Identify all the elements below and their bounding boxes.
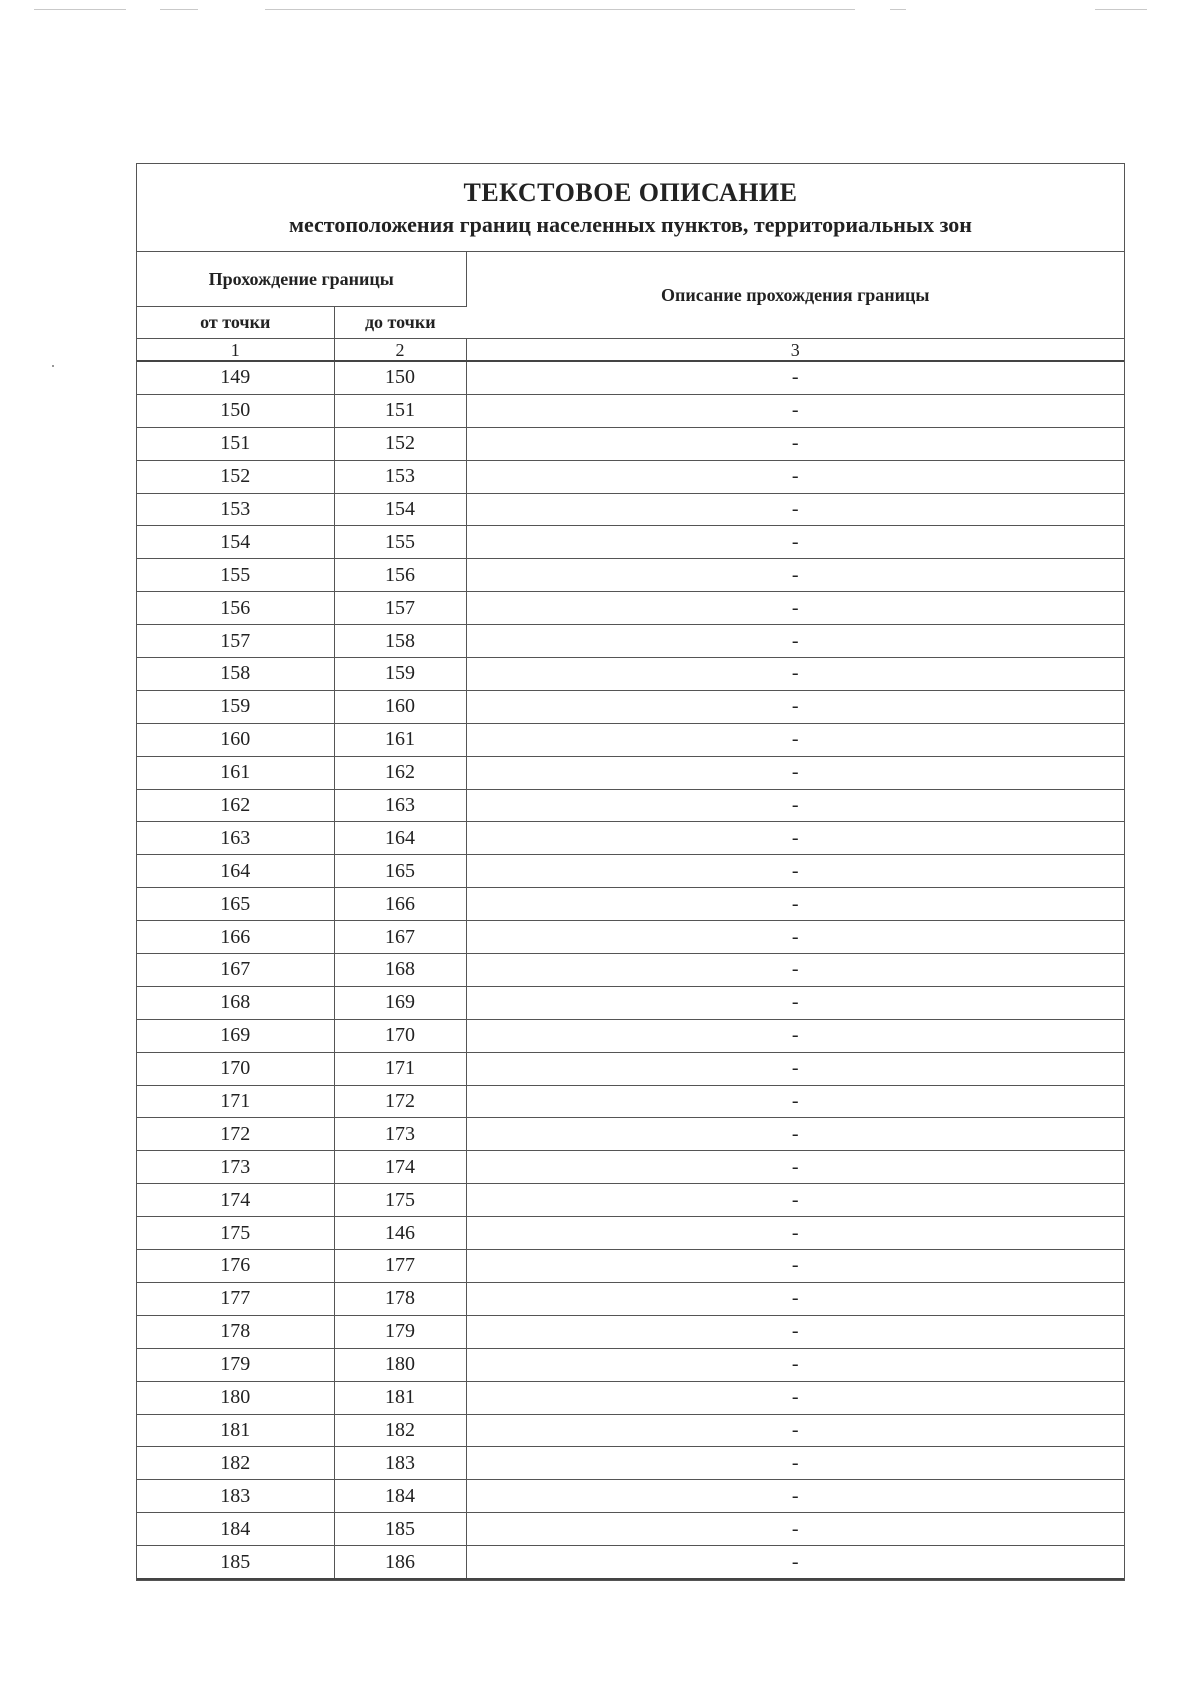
from-point-cell: 178 [137, 1315, 334, 1348]
table-row [137, 1546, 1124, 1579]
to-point-cell: 150 [334, 361, 466, 394]
to-point-cell: 153 [334, 460, 466, 493]
table-row [137, 822, 1124, 855]
to-point-cell: 175 [334, 1184, 466, 1217]
table-row [137, 756, 1124, 789]
boundary-description-form [136, 163, 1125, 1581]
table-row [137, 954, 1124, 987]
to-point-cell: 151 [334, 394, 466, 427]
boundary-passage-header: Прохождение границы [137, 252, 466, 307]
from-point-cell: 173 [137, 1151, 334, 1184]
from-point-cell: 156 [137, 592, 334, 625]
table-row [137, 690, 1124, 723]
to-point-cell: 161 [334, 723, 466, 756]
from-point-cell: 149 [137, 361, 334, 394]
title-block [137, 164, 1124, 252]
table-row [137, 1118, 1124, 1151]
table-row [137, 1151, 1124, 1184]
to-point-header: до точки [334, 307, 466, 339]
from-point-cell: 159 [137, 690, 334, 723]
description-cell: - [466, 1184, 1124, 1217]
description-cell: - [466, 559, 1124, 592]
to-point-cell: 182 [334, 1414, 466, 1447]
to-point-cell: 157 [334, 592, 466, 625]
to-point-cell: 155 [334, 526, 466, 559]
to-point-cell: 158 [334, 625, 466, 658]
description-cell: - [466, 723, 1124, 756]
description-cell: - [466, 690, 1124, 723]
description-cell: - [466, 526, 1124, 559]
from-point-cell: 163 [137, 822, 334, 855]
from-point-cell: 174 [137, 1184, 334, 1217]
description-cell: - [466, 986, 1124, 1019]
to-point-cell: 167 [334, 921, 466, 954]
description-cell: - [466, 1513, 1124, 1546]
from-point-cell: 176 [137, 1250, 334, 1283]
to-point-cell: 169 [334, 986, 466, 1019]
description-cell: - [466, 1282, 1124, 1315]
table-row [137, 493, 1124, 526]
to-point-cell: 146 [334, 1217, 466, 1250]
description-cell: - [466, 592, 1124, 625]
from-point-cell: 179 [137, 1348, 334, 1381]
description-cell: - [466, 1315, 1124, 1348]
from-point-cell: 169 [137, 1019, 334, 1052]
from-point-cell: 184 [137, 1513, 334, 1546]
table-row [137, 723, 1124, 756]
description-cell: - [466, 1381, 1124, 1414]
table-row [137, 592, 1124, 625]
description-cell: - [466, 1348, 1124, 1381]
from-point-cell: 171 [137, 1085, 334, 1118]
description-cell: - [466, 1414, 1124, 1447]
description-cell: - [466, 1085, 1124, 1118]
from-point-cell: 161 [137, 756, 334, 789]
from-point-cell: 150 [137, 394, 334, 427]
description-cell: - [466, 1546, 1124, 1579]
from-point-cell: 181 [137, 1414, 334, 1447]
from-point-cell: 185 [137, 1546, 334, 1579]
column-number-1: 1 [137, 339, 334, 362]
to-point-cell: 171 [334, 1052, 466, 1085]
document-subtitle: местоположения границ населенных пунктов, территориальных зон [289, 212, 972, 237]
to-point-cell: 156 [334, 559, 466, 592]
description-cell: - [466, 1019, 1124, 1052]
table-row [137, 789, 1124, 822]
scan-speck [52, 365, 54, 367]
from-point-cell: 152 [137, 460, 334, 493]
description-cell: - [466, 1447, 1124, 1480]
table-row [137, 986, 1124, 1019]
from-point-cell: 183 [137, 1480, 334, 1513]
boundary-table [137, 252, 1124, 1580]
table-row [137, 559, 1124, 592]
description-cell: - [466, 361, 1124, 394]
description-cell: - [466, 1118, 1124, 1151]
from-point-cell: 151 [137, 427, 334, 460]
to-point-cell: 181 [334, 1381, 466, 1414]
description-cell: - [466, 1052, 1124, 1085]
table-row [137, 460, 1124, 493]
from-point-cell: 153 [137, 493, 334, 526]
table-row [137, 394, 1124, 427]
from-point-header: от точки [137, 307, 334, 339]
table-row [137, 1250, 1124, 1283]
column-number-2: 2 [334, 339, 466, 362]
from-point-cell: 158 [137, 658, 334, 691]
to-point-cell: 165 [334, 855, 466, 888]
table-row [137, 1513, 1124, 1546]
to-point-cell: 179 [334, 1315, 466, 1348]
to-point-cell: 170 [334, 1019, 466, 1052]
description-cell: - [466, 1250, 1124, 1283]
description-cell: - [466, 855, 1124, 888]
from-point-cell: 172 [137, 1118, 334, 1151]
from-point-cell: 182 [137, 1447, 334, 1480]
to-point-cell: 152 [334, 427, 466, 460]
to-point-cell: 159 [334, 658, 466, 691]
to-point-cell: 162 [334, 756, 466, 789]
table-row [137, 427, 1124, 460]
from-point-cell: 177 [137, 1282, 334, 1315]
from-point-cell: 164 [137, 855, 334, 888]
from-point-cell: 175 [137, 1217, 334, 1250]
table-row [137, 1217, 1124, 1250]
table-row [137, 625, 1124, 658]
description-cell: - [466, 1217, 1124, 1250]
description-cell: - [466, 394, 1124, 427]
column-number-3: 3 [466, 339, 1124, 362]
document-title: ТЕКСТОВОЕ ОПИСАНИЕ [463, 178, 798, 207]
to-point-cell: 183 [334, 1447, 466, 1480]
description-cell: - [466, 460, 1124, 493]
table-row [137, 526, 1124, 559]
description-cell: - [466, 921, 1124, 954]
table-row [137, 1282, 1124, 1315]
description-cell: - [466, 888, 1124, 921]
scan-artifacts [0, 0, 1200, 14]
to-point-cell: 177 [334, 1250, 466, 1283]
from-point-cell: 155 [137, 559, 334, 592]
description-cell: - [466, 756, 1124, 789]
to-point-cell: 160 [334, 690, 466, 723]
to-point-cell: 178 [334, 1282, 466, 1315]
boundary-rows [137, 361, 1124, 1579]
table-row [137, 1315, 1124, 1348]
to-point-cell: 172 [334, 1085, 466, 1118]
from-point-cell: 165 [137, 888, 334, 921]
to-point-cell: 163 [334, 789, 466, 822]
table-row [137, 1019, 1124, 1052]
description-cell: - [466, 427, 1124, 460]
from-point-cell: 157 [137, 625, 334, 658]
description-cell: - [466, 1151, 1124, 1184]
table-row [137, 888, 1124, 921]
to-point-cell: 168 [334, 954, 466, 987]
table-row [137, 361, 1124, 394]
to-point-cell: 166 [334, 888, 466, 921]
table-row [137, 1381, 1124, 1414]
table-row [137, 1447, 1124, 1480]
to-point-cell: 185 [334, 1513, 466, 1546]
from-point-cell: 170 [137, 1052, 334, 1085]
from-point-cell: 166 [137, 921, 334, 954]
table-row [137, 1414, 1124, 1447]
to-point-cell: 164 [334, 822, 466, 855]
from-point-cell: 167 [137, 954, 334, 987]
table-row [137, 1052, 1124, 1085]
description-cell: - [466, 493, 1124, 526]
table-row [137, 1348, 1124, 1381]
table-row [137, 1480, 1124, 1513]
to-point-cell: 186 [334, 1546, 466, 1579]
table-row [137, 855, 1124, 888]
to-point-cell: 154 [334, 493, 466, 526]
description-cell: - [466, 822, 1124, 855]
description-cell: - [466, 1480, 1124, 1513]
from-point-cell: 154 [137, 526, 334, 559]
table-row [137, 658, 1124, 691]
to-point-cell: 173 [334, 1118, 466, 1151]
from-point-cell: 180 [137, 1381, 334, 1414]
description-cell: - [466, 658, 1124, 691]
table-row [137, 1184, 1124, 1217]
from-point-cell: 162 [137, 789, 334, 822]
from-point-cell: 168 [137, 986, 334, 1019]
table-row [137, 1085, 1124, 1118]
table-row [137, 921, 1124, 954]
description-cell: - [466, 954, 1124, 987]
to-point-cell: 174 [334, 1151, 466, 1184]
description-cell: - [466, 625, 1124, 658]
to-point-cell: 180 [334, 1348, 466, 1381]
from-point-cell: 160 [137, 723, 334, 756]
to-point-cell: 184 [334, 1480, 466, 1513]
description-header: Описание прохождения границы [466, 252, 1124, 339]
description-cell: - [466, 789, 1124, 822]
